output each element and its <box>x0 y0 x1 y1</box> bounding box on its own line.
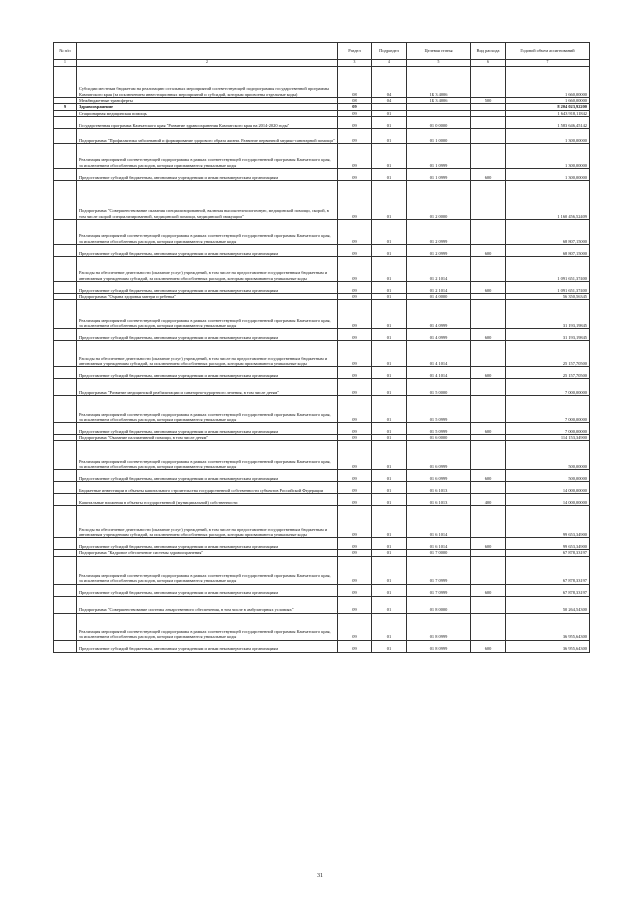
row-name: Предоставление субсидий бюджетным, автономным учреждениям и иным некоммерческим организациям <box>77 281 338 293</box>
row-sum: 56 350,56345 <box>506 293 590 299</box>
row-razdel: 09 <box>338 329 372 341</box>
row-podrazdel: 01 <box>372 423 407 435</box>
row-sum: 31 193,19845 <box>506 329 590 341</box>
row-razdel: 09 <box>338 470 372 482</box>
row-name: Предоставление субсидий бюджетным, автономным учреждениям и иным некоммерческим организациям <box>77 329 338 341</box>
row-name: Подпрограмма "Развитие медицинской реабилитации и санаторно-курортного лечения, в том числе детям" <box>77 379 338 396</box>
row-razdel: 09 <box>338 613 372 640</box>
row-name: Реализация мероприятий соответствующей подпрограммы в рамках соответствующей государственной программы Камчатского края, за исключением обособленных расходов, которым присваиваются уникальные коды <box>77 613 338 640</box>
row-podrazdel: 01 <box>372 300 407 329</box>
row-target-article: 01 0 0000 <box>407 116 471 128</box>
table-row <box>54 640 590 652</box>
row-name: Реализация мероприятий соответствующей подпрограммы в рамках соответствующей государственной программы Камчатского края, за исключением обособленных расходов, которым присваиваются уникальные коды <box>77 396 338 423</box>
row-target-article: 01 8 0999 <box>407 613 471 640</box>
row-name: Государственная программа Камчатского края "Развитие здравоохранения Камчатского края на 2014-2020 годы" <box>77 116 338 128</box>
row-target-article: 01 8 0999 <box>407 640 471 652</box>
row-name: Расходы на обеспечение деятельности (оказание услуг) учреждений, в том числе на предоставление государственным бюджетным и автономным учреждениям субсидий, за исключением обособленных расходов, которым присваиваются уникальные коды <box>77 506 338 538</box>
row-expense-type <box>471 482 506 494</box>
row-razdel: 09 <box>338 441 372 470</box>
table-row <box>54 506 590 538</box>
row-expense-type <box>471 256 506 281</box>
row-podrazdel: 04 <box>372 67 407 98</box>
col-number: 2 <box>77 60 338 67</box>
row-number <box>54 423 77 435</box>
row-expense-type <box>471 556 506 584</box>
row-podrazdel: 01 <box>372 441 407 470</box>
col-number: 5 <box>407 60 471 67</box>
row-podrazdel: 01 <box>372 613 407 640</box>
row-sum: 67 878,33197 <box>506 556 590 584</box>
row-razdel: 09 <box>338 482 372 494</box>
row-number <box>54 494 77 506</box>
row-name: Предоставление субсидий бюджетным, автономным учреждениям и иным некоммерческим организациям <box>77 538 338 550</box>
row-number <box>54 341 77 367</box>
row-expense-type: 600 <box>471 584 506 596</box>
row-name: Реализация мероприятий соответствующей подпрограммы в рамках соответствующей государственной программы Камчатского края, за исключением обособленных расходов, которым присваиваются уникальные коды <box>77 441 338 470</box>
row-razdel: 09 <box>338 640 372 652</box>
row-razdel: 09 <box>338 116 372 128</box>
row-podrazdel: 01 <box>372 435 407 441</box>
row-target-article: 01 4 0000 <box>407 293 471 299</box>
row-razdel: 09 <box>338 423 372 435</box>
row-number <box>54 596 77 613</box>
row-podrazdel: 01 <box>372 584 407 596</box>
row-razdel: 09 <box>338 219 372 244</box>
row-razdel: 09 <box>338 367 372 379</box>
row-sum: 68 807,15000 <box>506 219 590 244</box>
row-podrazdel: 01 <box>372 244 407 256</box>
row-target-article: 01 4 1014 <box>407 341 471 367</box>
row-razdel: 09 <box>338 293 372 299</box>
row-name: Подпрограмма "Профилактика заболеваний и формирование здорового образа жизни. Развитие первичной медико-санитарной помощи" <box>77 128 338 143</box>
table-row <box>54 396 590 423</box>
row-sum: 31 193,19845 <box>506 300 590 329</box>
row-number <box>54 367 77 379</box>
row-name: Подпрограмма "Охрана здоровья матери и ребенка" <box>77 293 338 299</box>
row-sum: 14 000,00000 <box>506 482 590 494</box>
row-razdel: 09 <box>338 300 372 329</box>
row-razdel: 09 <box>338 143 372 168</box>
row-razdel: 08 <box>338 67 372 98</box>
row-sum: 50 264,54300 <box>506 596 590 613</box>
row-number: 9 <box>54 104 77 110</box>
row-podrazdel: 01 <box>372 596 407 613</box>
table-row <box>54 584 590 596</box>
row-razdel: 09 <box>338 596 372 613</box>
row-name: Подпрограмма "Совершенствование оказания специализированной, включая высокотехнологичную, медицинской помощи, скорой, в том числе скорой специализированной, медицинской помощи, медицинской эвакуации" <box>77 180 338 219</box>
row-number <box>54 143 77 168</box>
column-numbers-row <box>54 60 590 67</box>
row-expense-type: 600 <box>471 281 506 293</box>
row-razdel: 09 <box>338 281 372 293</box>
row-expense-type <box>471 300 506 329</box>
budget-table <box>53 42 590 653</box>
table-row <box>54 281 590 293</box>
row-name: Капитальные вложения в объекты государственной (муниципальной) собственности <box>77 494 338 506</box>
table-row <box>54 341 590 367</box>
row-razdel: 09 <box>338 584 372 596</box>
row-sum: 1 300,00000 <box>506 128 590 143</box>
row-sum: 1 643 918,11842 <box>506 110 590 116</box>
row-target-article: 01 6 1013 <box>407 494 471 506</box>
row-target-article: 01 7 0999 <box>407 556 471 584</box>
row-podrazdel: 01 <box>372 256 407 281</box>
row-sum: 36 955,64300 <box>506 640 590 652</box>
header-annual-sum: Годовой объем ассигнований <box>506 43 590 60</box>
col-number: 7 <box>506 60 590 67</box>
row-sum: 67 878,33197 <box>506 584 590 596</box>
row-podrazdel: 01 <box>372 219 407 244</box>
row-sum: 1 160 456,52409 <box>506 180 590 219</box>
row-name: Подпрограмма "Совершенствование системы лекарственного обеспечения, в том числе в амбулаторных условиях" <box>77 596 338 613</box>
row-sum: 1 091 651,37400 <box>506 256 590 281</box>
row-podrazdel: 01 <box>372 396 407 423</box>
row-podrazdel: 01 <box>372 168 407 180</box>
row-name: Стационарная медицинская помощь <box>77 110 338 116</box>
row-podrazdel: 01 <box>372 538 407 550</box>
row-sum: 7 000,00000 <box>506 379 590 396</box>
row-number <box>54 613 77 640</box>
table-row <box>54 441 590 470</box>
row-number <box>54 470 77 482</box>
row-sum: 7 000,00000 <box>506 396 590 423</box>
row-razdel: 09 <box>338 556 372 584</box>
row-sum: 99 653,34900 <box>506 538 590 550</box>
row-target-article: 01 6 0999 <box>407 441 471 470</box>
row-podrazdel: 01 <box>372 329 407 341</box>
row-sum: 1 660,00000 <box>506 98 590 104</box>
row-number <box>54 329 77 341</box>
row-number <box>54 556 77 584</box>
row-name: Подпрограмма "Оказание паллиативной помощи, в том числе детям" <box>77 435 338 441</box>
row-razdel: 09 <box>338 341 372 367</box>
row-podrazdel: 01 <box>372 143 407 168</box>
header-num: № п/п <box>54 43 77 60</box>
row-target-article: 01 4 1014 <box>407 367 471 379</box>
row-name: Межбюджетные трансферты <box>77 98 338 104</box>
row-podrazdel: 01 <box>372 116 407 128</box>
row-name: Предоставление субсидий бюджетным, автономным учреждениям и иным некоммерческим организациям <box>77 367 338 379</box>
row-podrazdel: 01 <box>372 367 407 379</box>
row-target-article: 01 6 0000 <box>407 435 471 441</box>
row-expense-type: 600 <box>471 538 506 550</box>
table-row <box>54 143 590 168</box>
row-target-article: 1Б 3 4006 <box>407 67 471 98</box>
row-target-article: 01 1 0999 <box>407 143 471 168</box>
table-row <box>54 116 590 128</box>
row-sum: 1 583 646,45142 <box>506 116 590 128</box>
row-number <box>54 281 77 293</box>
row-razdel: 09 <box>338 506 372 538</box>
row-razdel: 09 <box>338 180 372 219</box>
row-name: Предоставление субсидий бюджетным, автономным учреждениям и иным некоммерческим организациям <box>77 470 338 482</box>
table-row <box>54 494 590 506</box>
table-row <box>54 470 590 482</box>
row-expense-type: 600 <box>471 640 506 652</box>
row-target-article: 01 6 1014 <box>407 506 471 538</box>
row-razdel: 08 <box>338 98 372 104</box>
row-expense-type <box>471 219 506 244</box>
row-target-article: 01 4 0999 <box>407 300 471 329</box>
row-sum: 36 955,64300 <box>506 613 590 640</box>
row-name: Подпрограмма "Кадровое обеспечение системы здравоохранения" <box>77 550 338 556</box>
row-expense-type <box>471 379 506 396</box>
row-podrazdel: 01 <box>372 110 407 116</box>
row-expense-type: 600 <box>471 168 506 180</box>
row-target-article: 01 2 0000 <box>407 180 471 219</box>
row-sum: 1 300,00000 <box>506 143 590 168</box>
row-razdel: 09 <box>338 104 372 110</box>
row-razdel: 09 <box>338 550 372 556</box>
header-expense-type: Вид расхода <box>471 43 506 60</box>
col-number: 1 <box>54 60 77 67</box>
row-name: Расходы на обеспечение деятельности (оказание услуг) учреждений, в том числе на предоставление государственным бюджетным и автономным учреждениям субсидий, за исключением обособленных расходов, которым присваиваются уникальные коды <box>77 256 338 281</box>
row-podrazdel: 01 <box>372 640 407 652</box>
row-name: Предоставление субсидий бюджетным, автономным учреждениям и иным некоммерческим организациям <box>77 168 338 180</box>
table-row <box>54 128 590 143</box>
row-podrazdel: 01 <box>372 379 407 396</box>
table-row <box>54 180 590 219</box>
row-target-article: 01 1 0000 <box>407 128 471 143</box>
table-row <box>54 556 590 584</box>
row-target-article: 01 6 1014 <box>407 538 471 550</box>
row-number <box>54 482 77 494</box>
row-target-article: 01 2 0999 <box>407 244 471 256</box>
row-podrazdel: 01 <box>372 482 407 494</box>
row-sum: 99 653,34900 <box>506 506 590 538</box>
table-row <box>54 329 590 341</box>
row-expense-type <box>471 67 506 98</box>
table-row <box>54 613 590 640</box>
row-podrazdel: 01 <box>372 281 407 293</box>
row-target-article: 01 2 1014 <box>407 281 471 293</box>
row-expense-type <box>471 180 506 219</box>
row-sum: 114 153,34900 <box>506 435 590 441</box>
table-row <box>54 596 590 613</box>
row-sum: 500,00000 <box>506 441 590 470</box>
header-razdel: Раздел <box>338 43 372 60</box>
row-razdel: 09 <box>338 244 372 256</box>
table-row <box>54 379 590 396</box>
row-target-article: 01 7 0000 <box>407 550 471 556</box>
row-name: Бюджетные инвестиции в объекты капитального строительства государственной собственности субъектов Российской Федерации <box>77 482 338 494</box>
row-sum: 14 000,00000 <box>506 494 590 506</box>
table-header-row <box>54 43 590 60</box>
row-name: Здравоохранение <box>77 104 338 110</box>
row-target-article: 01 5 0999 <box>407 396 471 423</box>
row-razdel: 09 <box>338 396 372 423</box>
row-podrazdel: 04 <box>372 98 407 104</box>
row-razdel: 09 <box>338 256 372 281</box>
row-podrazdel: 01 <box>372 556 407 584</box>
row-number <box>54 116 77 128</box>
row-sum: 68 807,15000 <box>506 244 590 256</box>
header-podrazdel: Подраздел <box>372 43 407 60</box>
row-name: Реализация мероприятий соответствующей подпрограммы в рамках соответствующей государственной программы Камчатского края, за исключением обособленных расходов, которым присваиваются уникальные коды <box>77 219 338 244</box>
row-expense-type: 600 <box>471 423 506 435</box>
row-number <box>54 128 77 143</box>
row-expense-type <box>471 396 506 423</box>
header-target-article: Целевая статья <box>407 43 471 60</box>
row-podrazdel: 01 <box>372 128 407 143</box>
row-podrazdel: 01 <box>372 550 407 556</box>
table-row <box>54 244 590 256</box>
row-expense-type: 600 <box>471 470 506 482</box>
row-podrazdel: 01 <box>372 341 407 367</box>
row-number <box>54 441 77 470</box>
table-row <box>54 300 590 329</box>
row-expense-type: 600 <box>471 244 506 256</box>
row-number <box>54 396 77 423</box>
row-number <box>54 219 77 244</box>
row-expense-type <box>471 613 506 640</box>
row-expense-type <box>471 341 506 367</box>
row-expense-type: 500 <box>471 98 506 104</box>
row-target-article: 01 8 0000 <box>407 596 471 613</box>
row-expense-type <box>471 143 506 168</box>
row-podrazdel: 01 <box>372 293 407 299</box>
row-razdel: 09 <box>338 128 372 143</box>
row-expense-type: 600 <box>471 329 506 341</box>
row-number <box>54 538 77 550</box>
table-row <box>54 219 590 244</box>
row-number <box>54 379 77 396</box>
row-name: Предоставление субсидий бюджетным, автономным учреждениям и иным некоммерческим организациям <box>77 423 338 435</box>
row-target-article: 01 7 0999 <box>407 584 471 596</box>
header-name <box>77 43 338 60</box>
row-razdel: 09 <box>338 168 372 180</box>
row-sum: 25 157,70500 <box>506 367 590 379</box>
row-target-article: 01 5 0999 <box>407 423 471 435</box>
row-target-article: 01 4 0999 <box>407 329 471 341</box>
row-target-article: 01 2 0999 <box>407 219 471 244</box>
table-row <box>54 67 590 98</box>
col-number: 3 <box>338 60 372 67</box>
row-sum: 67 878,33197 <box>506 550 590 556</box>
row-podrazdel: 01 <box>372 494 407 506</box>
row-number <box>54 584 77 596</box>
row-name: Предоставление субсидий бюджетным, автономным учреждениям и иным некоммерческим организациям <box>77 584 338 596</box>
row-expense-type <box>471 128 506 143</box>
row-expense-type <box>471 506 506 538</box>
row-name: Предоставление субсидий бюджетным, автономным учреждениям и иным некоммерческим организациям <box>77 244 338 256</box>
row-number <box>54 180 77 219</box>
table-row <box>54 168 590 180</box>
table-row <box>54 423 590 435</box>
row-name: Реализация мероприятий соответствующей подпрограммы в рамках соответствующей государственной программы Камчатского края, за исключением обособленных расходов, которым присваиваются уникальные коды <box>77 143 338 168</box>
row-number <box>54 244 77 256</box>
row-expense-type: 400 <box>471 494 506 506</box>
row-number <box>54 640 77 652</box>
row-podrazdel: 01 <box>372 180 407 219</box>
row-name: Субсидии местным бюджетам на реализацию остальных мероприятий соответствующей подпрограммы государственной программы Камчатского края (за исключением инвестиционных мероприятий и субсидий, которым присвоены отдельные коды) <box>77 67 338 98</box>
row-sum: 1 091 651,37400 <box>506 281 590 293</box>
table-row <box>54 538 590 550</box>
row-target-article: 01 2 1014 <box>407 256 471 281</box>
row-sum: 1 300,00000 <box>506 168 590 180</box>
row-expense-type <box>471 441 506 470</box>
row-number <box>54 168 77 180</box>
row-razdel: 09 <box>338 379 372 396</box>
row-name: Реализация мероприятий соответствующей подпрограммы в рамках соответствующей государственной программы Камчатского края, за исключением обособленных расходов, которым присваиваются уникальные коды <box>77 556 338 584</box>
row-number <box>54 300 77 329</box>
row-podrazdel: 01 <box>372 506 407 538</box>
row-razdel: 09 <box>338 110 372 116</box>
row-sum: 500,00000 <box>506 470 590 482</box>
row-razdel: 09 <box>338 538 372 550</box>
table-row <box>54 256 590 281</box>
row-name: Предоставление субсидий бюджетным, автономным учреждениям и иным некоммерческим организациям <box>77 640 338 652</box>
row-target-article: 01 6 1013 <box>407 482 471 494</box>
row-sum: 1 660,00000 <box>506 67 590 98</box>
row-name: Расходы на обеспечение деятельности (оказание услуг) учреждений, в том числе на предоставление государственным бюджетным и автономным учреждениям субсидий, за исключением обособленных расходов, которым присваиваются уникальные коды <box>77 341 338 367</box>
row-expense-type <box>471 116 506 128</box>
row-podrazdel: 01 <box>372 470 407 482</box>
row-razdel: 09 <box>338 435 372 441</box>
row-expense-type <box>471 596 506 613</box>
col-number: 4 <box>372 60 407 67</box>
row-target-article: 01 5 0000 <box>407 379 471 396</box>
row-sum: 8 204 023,92200 <box>506 104 590 110</box>
row-target-article: 01 1 0999 <box>407 168 471 180</box>
table-row <box>54 482 590 494</box>
row-expense-type: 600 <box>471 367 506 379</box>
table-body <box>54 67 590 653</box>
row-number <box>54 256 77 281</box>
row-sum: 25 157,70500 <box>506 341 590 367</box>
row-razdel: 09 <box>338 494 372 506</box>
row-target-article: 01 6 0999 <box>407 470 471 482</box>
row-number <box>54 67 77 98</box>
page-number: 31 <box>317 873 323 879</box>
table-row <box>54 367 590 379</box>
col-number: 6 <box>471 60 506 67</box>
row-number <box>54 506 77 538</box>
row-target-article: 1Б 3 4006 <box>407 98 471 104</box>
row-name: Реализация мероприятий соответствующей подпрограммы в рамках соответствующей государственной программы Камчатского края, за исключением обособленных расходов, которым присваиваются уникальные коды <box>77 300 338 329</box>
row-sum: 7 000,00000 <box>506 423 590 435</box>
